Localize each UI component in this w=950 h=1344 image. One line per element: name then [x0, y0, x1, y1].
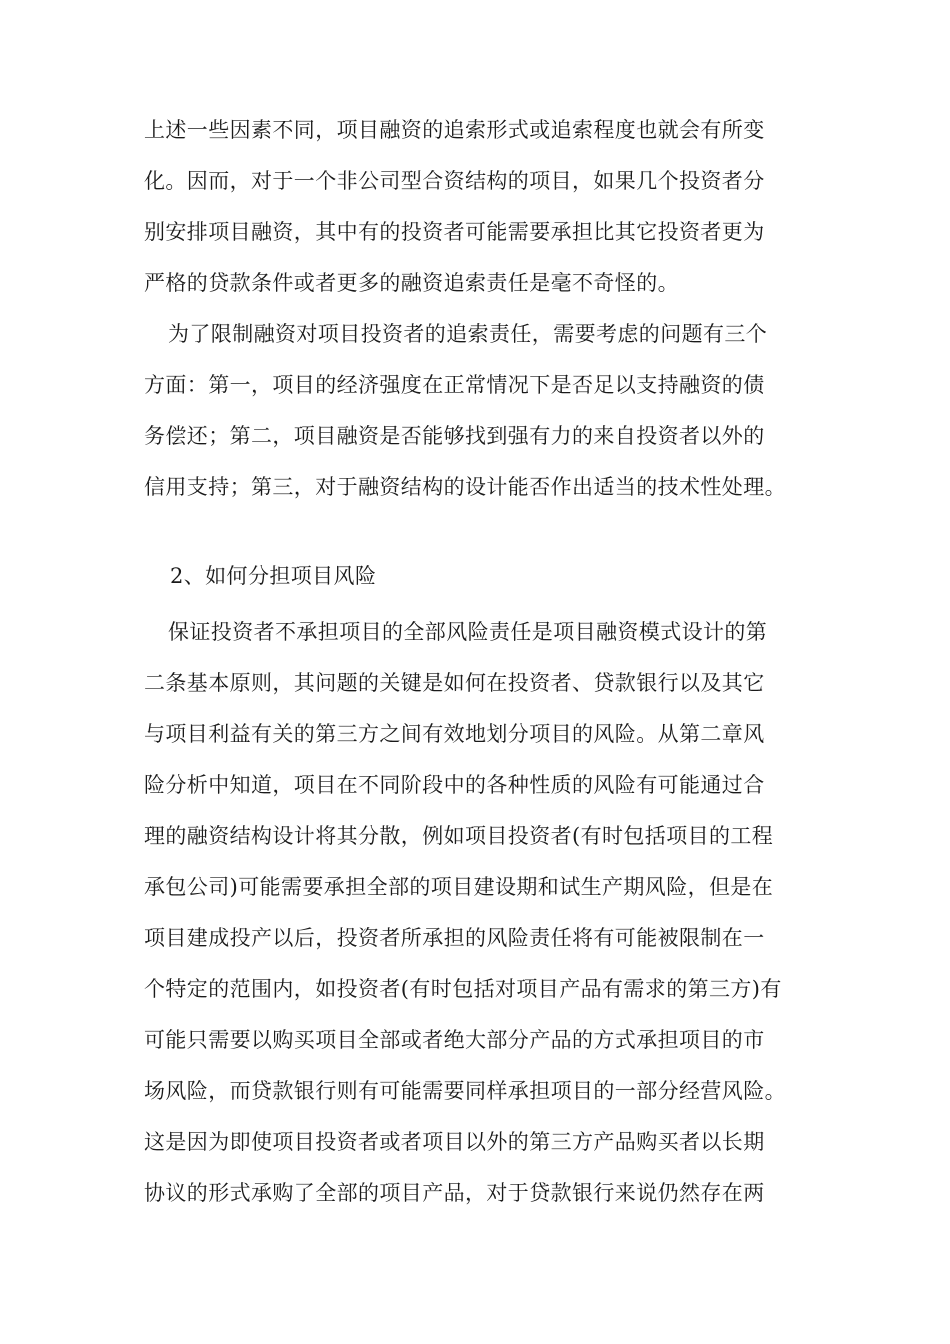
- paragraph-2-line-1: 为了限制融资对项目投资者的追索责任，需要考虑的问题有三个: [168, 322, 768, 346]
- paragraph-3-line-10: 场风险，而贷款银行则有可能需要同样承担项目的一部分经营风险。: [144, 1079, 786, 1103]
- paragraph-3-line-11: 这是因为即使项目投资者或者项目以外的第三方产品购买者以长期: [144, 1130, 765, 1154]
- paragraph-2-line-4: 信用支持；第三，对于融资结构的设计能否作出适当的技术性处理。: [144, 475, 786, 499]
- paragraph-3-line-2: 二条基本原则，其问题的关键是如何在投资者、贷款银行以及其它: [144, 671, 765, 695]
- paragraph-1-line-4: 严格的贷款条件或者更多的融资追索责任是毫不奇怪的。: [144, 271, 679, 295]
- paragraph-3-line-12: 协议的形式承购了全部的项目产品，对于贷款银行来说仍然存在两: [144, 1181, 765, 1205]
- paragraph-1-line-2: 化。因而，对于一个非公司型合资结构的项目，如果几个投资者分: [144, 169, 765, 193]
- paragraph-3-line-9: 可能只需要以购买项目全部或者绝大部分产品的方式承担项目的市: [144, 1028, 765, 1052]
- paragraph-3-line-5: 理的融资结构设计将其分散，例如项目投资者(有时包括项目的工程: [144, 824, 774, 848]
- paragraph-2-line-2: 方面：第一，项目的经济强度在正常情况下是否足以支持融资的债: [144, 373, 765, 397]
- paragraph-1-line-1: 上述一些因素不同，项目融资的追索形式或追索程度也就会有所变: [144, 118, 765, 142]
- paragraph-3-line-1: 保证投资者不承担项目的全部风险责任是项目融资模式设计的第: [168, 620, 768, 644]
- paragraph-1-line-3: 别安排项目融资，其中有的投资者可能需要承担比其它投资者更为: [144, 220, 765, 244]
- paragraph-3-line-6: 承包公司)可能需要承担全部的项目建设期和试生产期风险，但是在: [144, 875, 774, 899]
- paragraph-3-line-4: 险分析中知道，项目在不同阶段中的各种性质的风险有可能通过合: [144, 773, 765, 797]
- paragraph-2-line-3: 务偿还；第二，项目融资是否能够找到强有力的来自投资者以外的: [144, 424, 765, 448]
- section-heading: 2、如何分担项目风险: [170, 564, 377, 588]
- paragraph-3-line-7: 项目建成投产以后，投资者所承担的风险责任将有可能被限制在一: [144, 926, 765, 950]
- paragraph-3-line-8: 个特定的范围内，如投资者(有时包括对项目产品有需求的第三方)有: [144, 977, 782, 1001]
- paragraph-3-line-3: 与项目利益有关的第三方之间有效地划分项目的风险。从第二章风: [144, 722, 765, 746]
